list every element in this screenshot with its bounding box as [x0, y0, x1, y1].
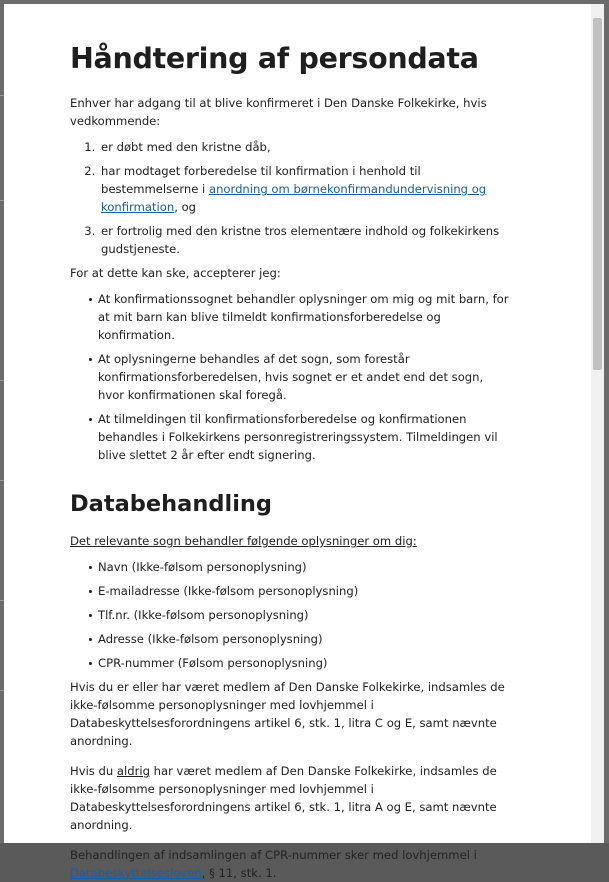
accept-list — [70, 290, 510, 464]
member-paragraph: Hvis du er eller har været medlem af Den Danske Folkekirke, indsamles de ikke-følsomme personoplysninger med lovhjemmel i Databeskyttelsesforordningens artikel 6, stk. 1, litra C og E, samt nævnte anordning. — [70, 680, 505, 748]
scrollbar-thumb[interactable] — [593, 18, 602, 370]
accept-item: At tilmeldingen til konfirmationsforberedelse og konfirmationen behandles i Folkekirkens personregistreringssystem. Tilmeldingen vil blive slettet 2 år efter endt signering. — [98, 410, 510, 464]
anordning-link[interactable]: anordning om børnekonfirmandundervisning og konfirmation — [101, 182, 487, 214]
paragraph-text: har været medlem af Den Danske Folkekirke, indsamles de ikke-følsomme personoplysninger med lovhjemmel i Databeskyttelsesforordningens artikel 6, stk. 1, litra A og E, samt nævnte anordning. — [70, 764, 497, 832]
conditions-list — [70, 138, 510, 258]
modal-content — [70, 4, 510, 882]
condition-text: er fortrolig med den kristne tros elementære indhold og folkekirkens gudstjeneste. — [101, 224, 500, 256]
modal-scrollbar[interactable] — [591, 4, 604, 843]
condition-text: , og — [174, 200, 197, 214]
accept-item: At konfirmationssognet behandler oplysninger om mig og mit barn, for at mit barn kan blive tilmeldt konfirmationsforberedelse og konfirmation. — [98, 292, 509, 342]
paragraph-text: Hvis du — [70, 764, 117, 778]
emphasis-never: aldrig — [116, 764, 150, 778]
paragraph-text: , § 11, stk. 1. — [201, 866, 277, 880]
page-title: Håndtering af persondata — [70, 42, 479, 75]
condition-item — [99, 162, 510, 216]
accept-intro: For at dette kan ske, accepterer jeg: — [70, 266, 281, 280]
condition-item — [99, 222, 510, 258]
databeskyttelsesloven-link[interactable]: Databeskyttelsesloven — [70, 866, 202, 880]
data-field-item: Adresse (Ikke-følsom personoplysning) — [98, 630, 510, 648]
databehandling-subheading: Det relevante sogn behandler følgende oplysninger om dig: — [70, 534, 417, 548]
data-field-item: Navn (Ikke-følsom personoplysning) — [98, 558, 510, 576]
data-field-item: CPR-nummer (Følsom personoplysning) — [98, 654, 510, 672]
privacy-modal — [4, 4, 604, 880]
data-field-item: Tlf.nr. (Ikke-følsom personoplysning) — [98, 606, 510, 624]
accept-item: At oplysningerne behandles af det sogn, som forestår konfirmationsforberedelsen, hvis sognet er et andet end det sogn, hvor konfirmationen skal foregå. — [98, 350, 510, 404]
paragraph-text: Behandlingen af indsamlingen af CPR-nummer sker med lovhjemmel i — [70, 848, 477, 862]
never-member-paragraph — [70, 762, 510, 834]
condition-text: er døbt med den kristne dåb, — [101, 140, 271, 154]
data-field-item: E-mailadresse (Ikke-følsom personoplysning) — [98, 582, 510, 600]
cpr-paragraph — [70, 846, 510, 882]
databehandling-heading: Databehandling — [70, 491, 273, 517]
data-fields-list — [70, 558, 510, 672]
condition-item — [99, 138, 510, 156]
intro-text: Enhver har adgang til at blive konfirmeret i Den Danske Folkekirke, hvis vedkommende: — [70, 96, 487, 128]
condition-text: har modtaget forberedelse til konfirmation i henhold til bestemmelserne i — [101, 164, 421, 196]
